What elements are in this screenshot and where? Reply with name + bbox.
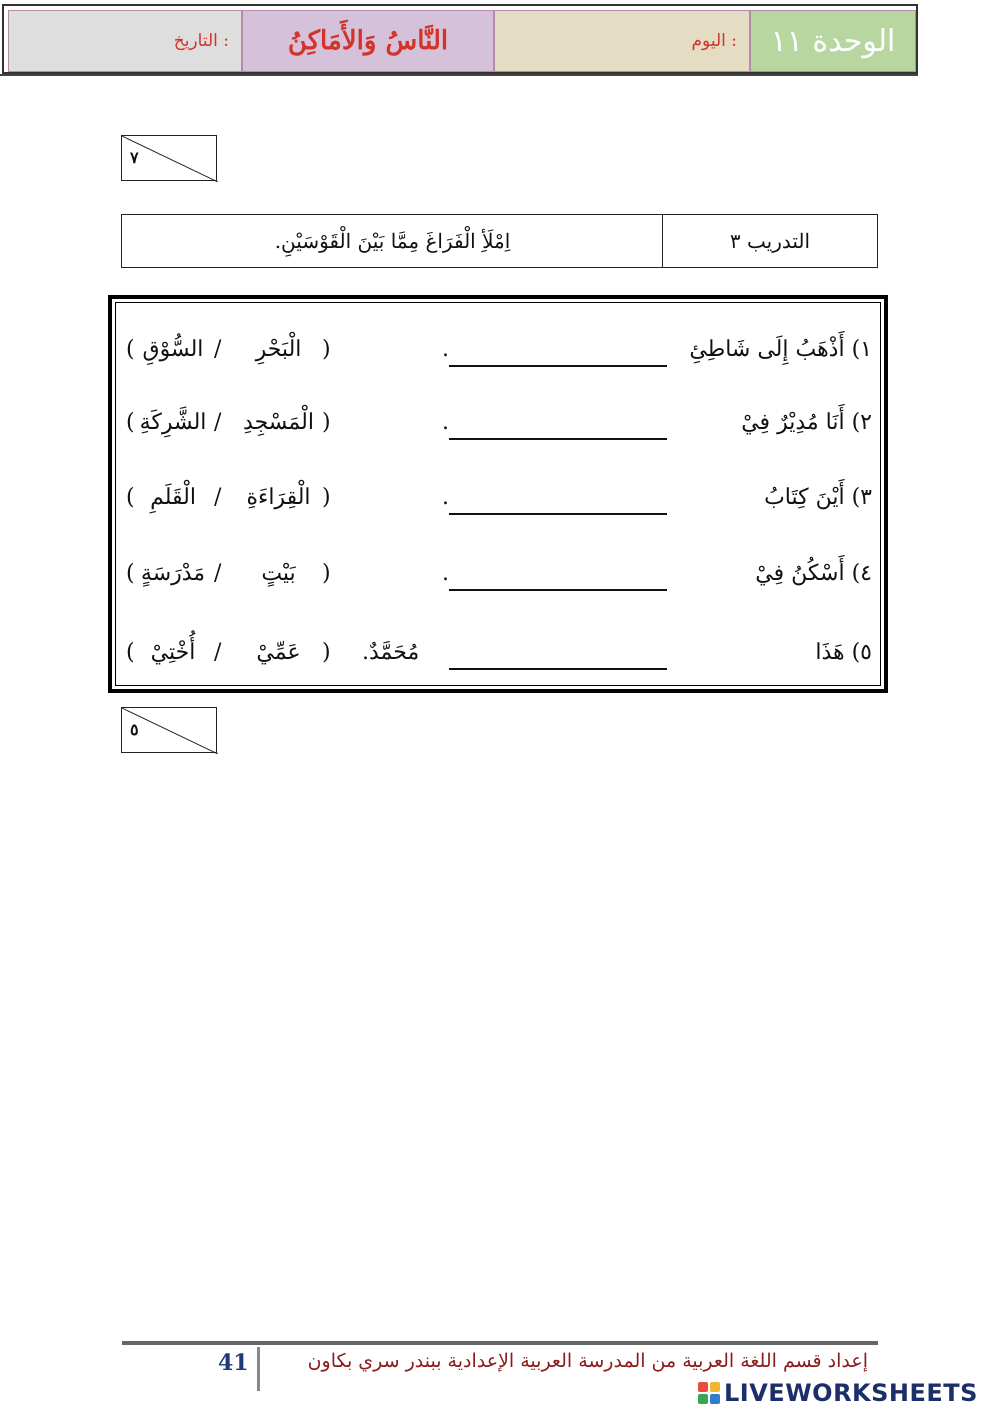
answer-blank[interactable] [449, 589, 667, 591]
option-1: الْبَحْرِ [255, 337, 302, 362]
footer-divider [122, 1341, 878, 1345]
question-end: . [442, 561, 449, 586]
score-max-bottom: ٥ [130, 720, 139, 739]
option-1: الْمَسْجِدِ [243, 410, 314, 435]
answer-blank[interactable] [449, 668, 667, 670]
close-paren: ( [126, 640, 135, 665]
option-1: بَيْتٍ [261, 561, 296, 586]
option-separator: / [214, 640, 222, 665]
exercise-header [121, 214, 878, 268]
logo-square [710, 1394, 720, 1404]
option-2: أُخْتِيْ [150, 640, 196, 665]
logo-text: LIVEWORKSHEETS [724, 1379, 978, 1407]
open-paren: ) [322, 640, 331, 665]
close-paren: ( [126, 485, 135, 510]
logo-square [710, 1382, 720, 1392]
open-paren: ) [322, 485, 331, 510]
option-separator: / [214, 410, 222, 435]
option-2: السُّوْقِ [142, 337, 204, 362]
open-paren: ) [322, 337, 331, 362]
logo-icon [698, 1382, 720, 1404]
question-row [116, 640, 880, 680]
question-row [116, 561, 880, 601]
answer-blank[interactable] [449, 365, 667, 367]
answer-blank[interactable] [449, 438, 667, 440]
unit-label: الوحدة ١١ [750, 10, 916, 72]
question-text: ٤) أَسْكُنُ فِيْ [755, 561, 872, 586]
option-2: الشَّرِكَةِ [139, 410, 207, 435]
footer-separator [257, 1347, 260, 1391]
question-text: ٥) هَذَا [815, 640, 872, 665]
footer-credit: إعداد قسم اللغة العربية من المدرسة العربية الإعدادية ببندر سري بكاون [307, 1350, 868, 1372]
question-row [116, 337, 880, 377]
score-box-bottom[interactable] [121, 707, 217, 753]
option-separator: / [214, 485, 222, 510]
option-separator: / [214, 561, 222, 586]
question-row [116, 410, 880, 450]
option-separator: / [214, 337, 222, 362]
question-text: ٣) أَيْنَ كِتَابُ [764, 485, 872, 510]
date-field[interactable]: التاريخ : [8, 10, 242, 72]
close-paren: ( [126, 561, 135, 586]
lesson-title: النَّاسُ وَالأَمَاكِنُ [242, 10, 494, 72]
open-paren: ) [322, 561, 331, 586]
logo-square [698, 1394, 708, 1404]
liveworksheets-logo[interactable] [698, 1378, 978, 1408]
close-paren: ( [126, 410, 135, 435]
close-paren: ( [126, 337, 135, 362]
question-text: ٢) أَنَا مُدِيْرٌ فِيْ [741, 410, 872, 435]
question-end: مُحَمَّدٌ. [362, 640, 420, 665]
question-row [116, 485, 880, 525]
answer-blank[interactable] [449, 513, 667, 515]
open-paren: ) [322, 410, 331, 435]
page-number: 41 [218, 1350, 249, 1376]
logo-square [698, 1382, 708, 1392]
option-2: الْقَلَمِ [150, 485, 196, 510]
day-field[interactable]: اليوم : [494, 10, 750, 72]
exercise-number: التدريب ٣ [662, 215, 877, 267]
header-divider [0, 74, 918, 76]
option-2: مَدْرَسَةٍ [140, 561, 206, 586]
questions-box [108, 295, 888, 693]
question-end: . [442, 337, 449, 362]
header-bar [2, 4, 918, 74]
question-text: ١) أَذْهَبُ إِلَى شَاطِئِ [689, 337, 872, 362]
question-end: . [442, 485, 449, 510]
question-end: . [442, 410, 449, 435]
score-box-top[interactable] [121, 135, 217, 181]
score-max-top: ٧ [130, 148, 139, 167]
exercise-instruction: اِمْلَأِ الْفَرَاغَ مِمَّا بَيْنَ الْقَوْسَيْنِ. [274, 229, 511, 253]
option-1: عَمِّيْ [256, 640, 301, 665]
option-1: الْقِرَاءَةِ [246, 485, 311, 510]
